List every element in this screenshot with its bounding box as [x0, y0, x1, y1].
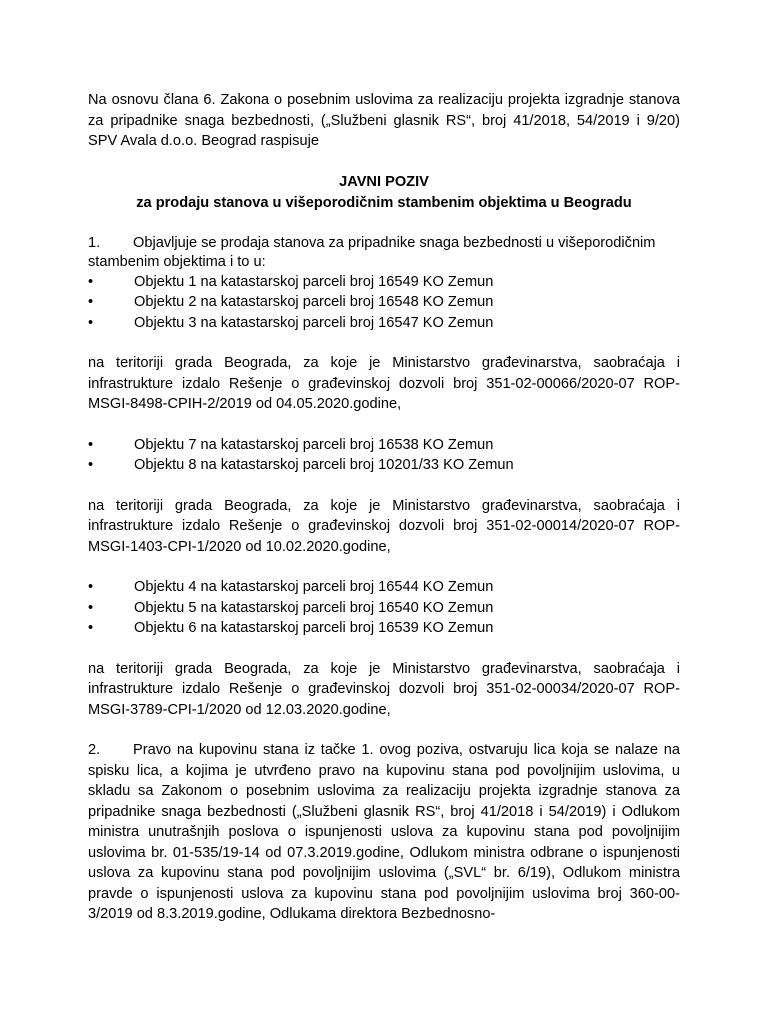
bullet-glyph: • [88, 620, 94, 636]
bullet-glyph: • [88, 294, 94, 310]
document-subtitle: za prodaju stanova u višeporodičnim stambenim objektima u Beogradu [136, 194, 632, 211]
section-1-paragraph [88, 234, 680, 272]
list-item: • Objektu 6 na katastarskoj parceli broj 16539 KO Zemun [88, 618, 680, 639]
spacer [88, 152, 680, 172]
permit-paragraph-2: na teritoriji grada Beograda, za koje je Ministarstvo građevinarstva, saobraćaja i infrastrukture izdalo Rešenje o građevinskoj dozvoli broj 351-02-00014/2020-07 ROP-MSGI-1403-CPI-1/2020 od 10.02.2020.godine, [88, 497, 680, 555]
spacer [88, 333, 680, 353]
intro-paragraph: Na osnovu člana 6. Zakona o posebnim uslovima za realizaciju projekta izgradnje stanova za pripadnike snaga bezbednosti, („Službeni glasnik RS“, broj 41/2018, 54/2019 i 9/20) SPV Avala d.o.o. Beograd raspisuje [88, 92, 680, 149]
permit-paragraph-3: na teritoriji grada Beograda, za koje je Ministarstvo građevinarstva, saobraćaja i infrastrukture izdalo Rešenje o građevinskoj dozvoli broj 351-02-00034/2020-07 ROP-MSGI-3789-CPI-1/2020 od 12.03.2020.godine, [88, 660, 680, 718]
bullet-glyph: • [88, 273, 94, 290]
spacer [88, 415, 680, 435]
list-item: • Objektu 4 na katastarskoj parceli broj 16544 KO Zemun [88, 577, 680, 598]
spacer [88, 720, 680, 740]
section-2-text: Pravo na kupovinu stana iz tačke 1. ovog poziva, ostvaruju lica koja se nalaze na spisku lica, a kojima je utvrđeno pravo na kupovinu stana pod povoljnijim uslovima, u skladu sa Zakonom o posebnim uslovima za realizaciju projekta izgradnje stanova za pripadnike snaga bezbednosti („Službeni glasnik RS“, broj 41/2018 i 54/2019) i Odlukom ministra unutrašnjih poslova o ispunjenosti uslova za kupovinu stana pod povoljnijim uslovima br. 01-535/19-14 od 07.3.2019.godine, Odlukom ministra odbrane o ispunjenosti uslova za kupovinu stana pod povoljnijim uslovima („SVL“ br. 6/19), Odlukom ministra pravde o ispunjenosti uslova za kupovinu stana pod povoljnijim uslovima broj 360-00-3/2019 od 8.3.2019.godine, Odlukama direktora Bezbednosno- [88, 742, 680, 922]
bullet-glyph: • [88, 436, 94, 453]
list-item: • Objektu 5 na katastarskoj parceli broj 16540 KO Zemun [88, 598, 680, 619]
section-2-number: 2. [88, 742, 101, 758]
spacer [88, 557, 680, 577]
list-item: • Objektu 1 na katastarskoj parceli broj 16549 KO Zemun [88, 272, 680, 293]
object-list-2 [88, 435, 680, 476]
list-item: • Objektu 2 na katastarskoj parceli broj 16548 KO Zemun [88, 292, 680, 313]
bullet-glyph: • [88, 579, 94, 595]
object-list-1 [88, 272, 680, 334]
list-item: • Objektu 3 na katastarskoj parceli broj 16547 KO Zemun [88, 313, 680, 334]
spacer [88, 214, 680, 234]
section-2-paragraph [88, 740, 680, 925]
object-list-3 [88, 577, 680, 639]
document-page [88, 90, 680, 925]
section-1-number: 1. [88, 234, 101, 251]
bullet-glyph: • [88, 314, 94, 331]
list-item: • Objektu 7 na katastarskoj parceli broj 16538 KO Zemun [88, 435, 680, 456]
spacer [88, 639, 680, 659]
list-item: • Objektu 8 na katastarskoj parceli broj 10201/33 KO Zemun [88, 455, 680, 476]
permit-paragraph-1: na teritoriji grada Beograda, za koje je Ministarstvo građevinarstva, saobraćaja i infrastrukture izdalo Rešenje o građevinskoj dozvoli broj 351-02-00066/2020-07 ROP-MSGI-8498-CPIH-2/2019 od 04.05.2020.godine, [88, 355, 680, 412]
bullet-glyph: • [88, 599, 94, 616]
bullet-glyph: • [88, 457, 94, 473]
spacer [88, 476, 680, 496]
document-title: JAVNI POZIV [339, 173, 429, 190]
section-1-text: Objavljuje se prodaja stanova za pripadnike snaga bezbednosti u višeporodičnim stambenim objektima i to u: [88, 234, 656, 270]
